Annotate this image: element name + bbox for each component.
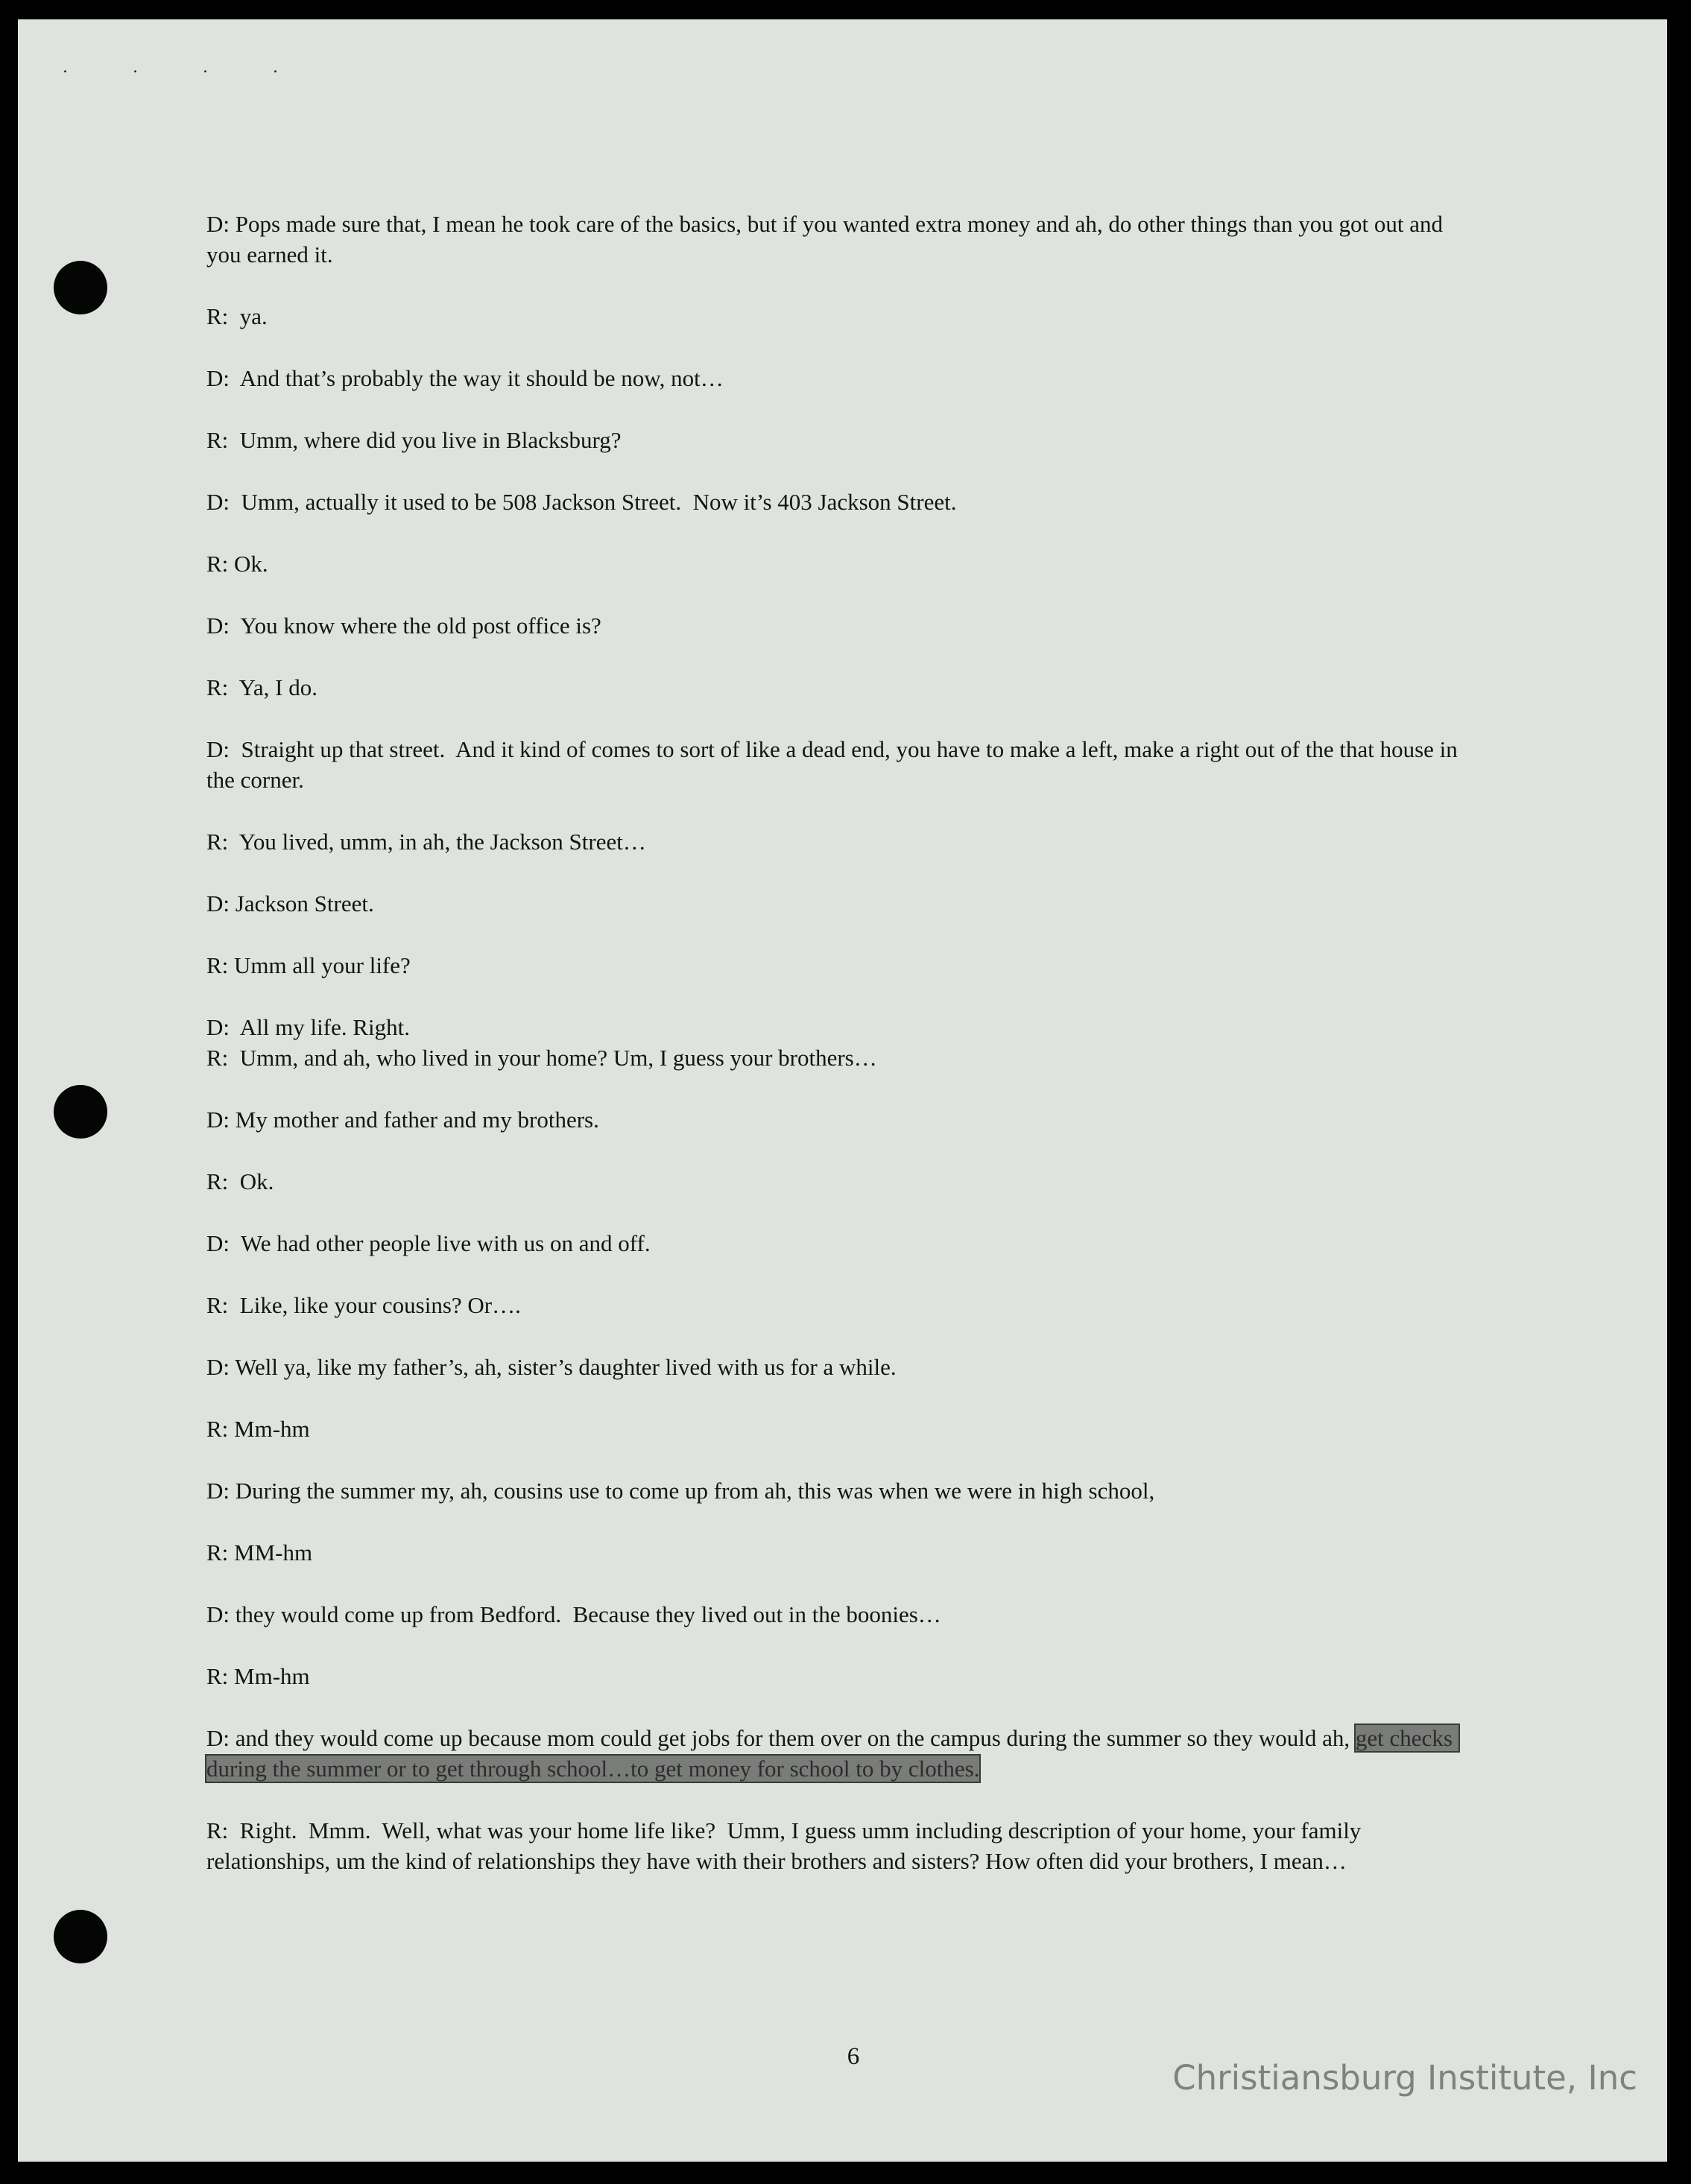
transcript-text: D: and they would come up because mom could get jobs for them over on the campus during the summer so they would ah, bbox=[206, 1725, 1356, 1751]
transcript-line: R: Umm, where did you live in Blacksburg? bbox=[206, 427, 622, 453]
transcript-line: D: All my life. Right. bbox=[206, 1014, 410, 1040]
transcript-line: D: Jackson Street. bbox=[206, 890, 374, 917]
punch-hole-bottom bbox=[54, 1910, 107, 1963]
transcript-line: D: During the summer my, ah, cousins use to come up from ah, this was when we were in high school, bbox=[206, 1478, 1155, 1504]
transcript-line: D: You know where the old post office is? bbox=[206, 613, 601, 639]
transcript-line: R: MM-hm bbox=[206, 1539, 313, 1566]
transcript-line: R: Umm all your life? bbox=[206, 952, 411, 978]
transcript-line: D: they would come up from Bedford. Because they lived out in the boonies… bbox=[206, 1601, 941, 1627]
transcript-line: D: Umm, actually it used to be 508 Jackson Street. Now it’s 403 Jackson Street. bbox=[206, 489, 957, 515]
transcript-line: R: Ok. bbox=[206, 1168, 274, 1194]
document-page bbox=[18, 19, 1667, 2162]
transcript-line: R: Like, like your cousins? Or…. bbox=[206, 1292, 521, 1318]
transcript-line: R: ya. bbox=[206, 303, 268, 329]
transcript-line: R: Ok. bbox=[206, 551, 268, 577]
transcript-line: R: You lived, umm, in ah, the Jackson Street… bbox=[206, 829, 646, 855]
transcript-line: D: Pops made sure that, I mean he took care of the basics, but if you wanted extra money and ah, do other things than you got out and you earned it. bbox=[206, 211, 1449, 268]
transcript-line: D: And that’s probably the way it should be now, not… bbox=[206, 365, 724, 391]
transcript-line: R: Umm, and ah, who lived in your home? Um, I guess your brothers… bbox=[206, 1045, 877, 1071]
transcript-body bbox=[206, 209, 1473, 1908]
transcript-line: D: We had other people live with us on and off. bbox=[206, 1230, 651, 1256]
punch-hole-top bbox=[54, 261, 107, 314]
transcript-line: R: Mm-hm bbox=[206, 1663, 310, 1689]
transcript-line-highlighted bbox=[206, 1723, 1473, 1784]
page-number: 6 bbox=[847, 2043, 860, 2070]
transcript-line: R: Ya, I do. bbox=[206, 674, 318, 700]
transcript-line: R: Mm-hm bbox=[206, 1416, 310, 1442]
punch-hole-middle bbox=[54, 1085, 107, 1139]
transcript-line: D: My mother and father and my brothers. bbox=[206, 1107, 599, 1133]
transcript-line: D: Straight up that street. And it kind of comes to sort of like a dead end, you have to make a left, make a right out of the that house in the corner. bbox=[206, 736, 1464, 793]
transcript-line: R: Right. Mmm. Well, what was your home life like? Umm, I guess umm including description of your home, your family relationships, um the kind of relationships they have with their brothers and sisters? How often did your brothers, I mean… bbox=[206, 1817, 1368, 1874]
scan-specks: . . . . bbox=[63, 58, 308, 77]
transcript-line: D: Well ya, like my father’s, ah, sister’s daughter lived with us for a while. bbox=[206, 1354, 897, 1380]
highlighted-text: get checks during the summer or to get through school…to get money for school to by clothes. bbox=[206, 1725, 1458, 1782]
watermark: Christiansburg Institute, Inc bbox=[1172, 2058, 1637, 2098]
